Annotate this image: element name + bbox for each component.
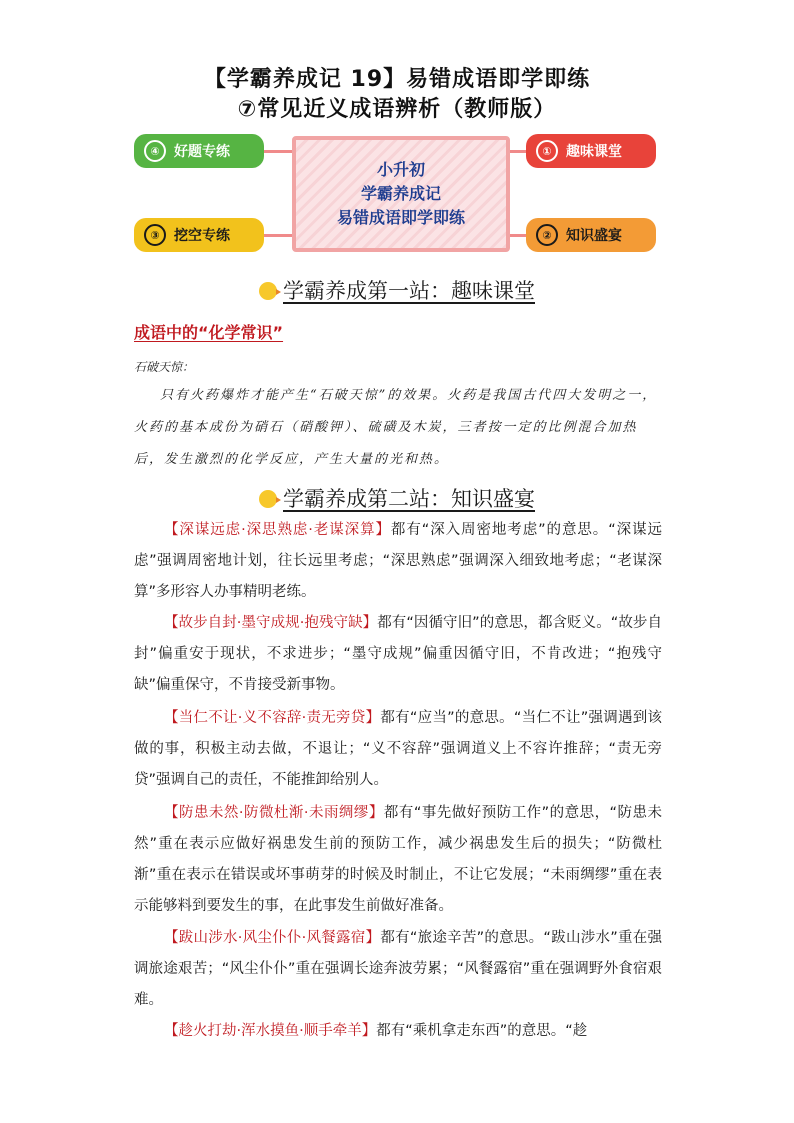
chick-icon xyxy=(259,282,277,300)
item-label: 挖空专练 xyxy=(174,228,230,244)
station-title: 学霸养成第一站：趣味课堂 xyxy=(283,279,535,303)
center-line: 学霸养成记 xyxy=(360,184,441,203)
idiom-explanation: 都有“应当”的意思。“当仁不让”强调遇到该做的事，积极主动去做，不退让；“义不容辞”强调道义上不容许推辞；“责无旁贷”强调自己的责任，不能推卸给别人。 xyxy=(134,710,663,788)
idiom-entry xyxy=(134,515,662,608)
mindmap-center xyxy=(292,136,510,252)
idiom-entry xyxy=(134,703,662,796)
sub-heading: 石破天惊： xyxy=(134,360,195,374)
item-label: 知识盛宴 xyxy=(566,228,622,244)
idiom-entry xyxy=(134,608,662,701)
station-title: 学霸养成第二站：知识盛宴 xyxy=(283,487,535,511)
station-heading-2 xyxy=(0,483,794,513)
mindmap-item-good-questions xyxy=(134,134,264,168)
item-number: ③ xyxy=(144,224,166,246)
item-number: ② xyxy=(536,224,558,246)
idiom-group: 【趁火打劫·浑水摸鱼·顺手牵羊】 xyxy=(164,1023,377,1039)
idiom-explanation: 都有“事先做好预防工作”的意思，“防患未然”重在表示应做好祸患发生前的预防工作，减少祸患发生后的损失；“防微杜渐”重在表示在错误或坏事萌芽的时候及时制止，不让它发展；“未雨绸缪”重在表示能够料到要发生的事，在此事发生前做好准备。 xyxy=(134,805,662,914)
idiom-group: 【防患未然·防微杜渐·未雨绸缪】 xyxy=(164,805,384,821)
idiom-explanation: 都有“旅途辛苦”的意思。“跋山涉水”重在强调旅途艰苦；“风尘仆仆”重在强调长途奔波劳累；“风餐露宿”重在强调野外食宿艰难。 xyxy=(134,930,663,1008)
connector-line xyxy=(264,234,294,237)
mindmap-item-fill-blank xyxy=(134,218,264,252)
idiom-group: 【深谋远虑·深思熟虑·老谋深算】 xyxy=(164,522,391,538)
item-label: 趣味课堂 xyxy=(566,144,622,160)
item-number: ④ xyxy=(144,140,166,162)
item-number: ① xyxy=(536,140,558,162)
idiom-group: 【当仁不让·义不容辞·责无旁贷】 xyxy=(164,710,381,726)
station-heading-1 xyxy=(0,275,794,305)
idiom-explanation: 都有“深入周密地考虑”的意思。“深谋远虑”强调周密地计划，往长远里考虑；“深思熟虑”强调深入细致地考虑；“老谋深算”多形容人办事精明老练。 xyxy=(134,522,662,600)
idiom-entry xyxy=(134,798,662,922)
idiom-explanation: 都有“因循守旧”的意思，都含贬义。“故步自封”偏重安于现状，不求进步；“墨守成规”偏重因循守旧，不肯改进；“抱残守缺”偏重保守，不肯接受新事物。 xyxy=(134,615,662,693)
chick-icon xyxy=(259,490,277,508)
page-subtitle: ⑦常见近义成语辨析（教师版） xyxy=(237,97,557,122)
idiom-entry xyxy=(134,1016,662,1047)
handwritten-paragraph: 只有火药爆炸才能产生“石破天惊”的效果。火药是我国古代四大发明之一，火药的基本成份为硝石（硝酸钾）、硫磺及木炭，三者按一定的比例混合加热后，发生激烈的化学反应，产生大量的光和热。 xyxy=(134,388,658,467)
idiom-entry xyxy=(134,923,662,1016)
idiom-explanation: 都有“乘机拿走东西”的意思。“趁 xyxy=(376,1023,588,1039)
connector-line xyxy=(264,150,294,153)
idiom-group: 【故步自封·墨守成规·抱残守缺】 xyxy=(164,615,378,631)
idiom-group: 【跋山涉水·风尘仆仆·风餐露宿】 xyxy=(164,930,381,946)
mindmap-banner xyxy=(130,126,664,274)
item-label: 好题专练 xyxy=(174,144,230,160)
section-heading: 成语中的“化学常识” xyxy=(134,323,284,342)
center-line: 小升初 xyxy=(376,160,425,179)
page-title: 【学霸养成记 19】易错成语即学即练 xyxy=(203,67,591,92)
mindmap-item-fun-class xyxy=(526,134,656,168)
mindmap-item-knowledge-feast xyxy=(526,218,656,252)
center-line: 易错成语即学即练 xyxy=(336,208,465,227)
